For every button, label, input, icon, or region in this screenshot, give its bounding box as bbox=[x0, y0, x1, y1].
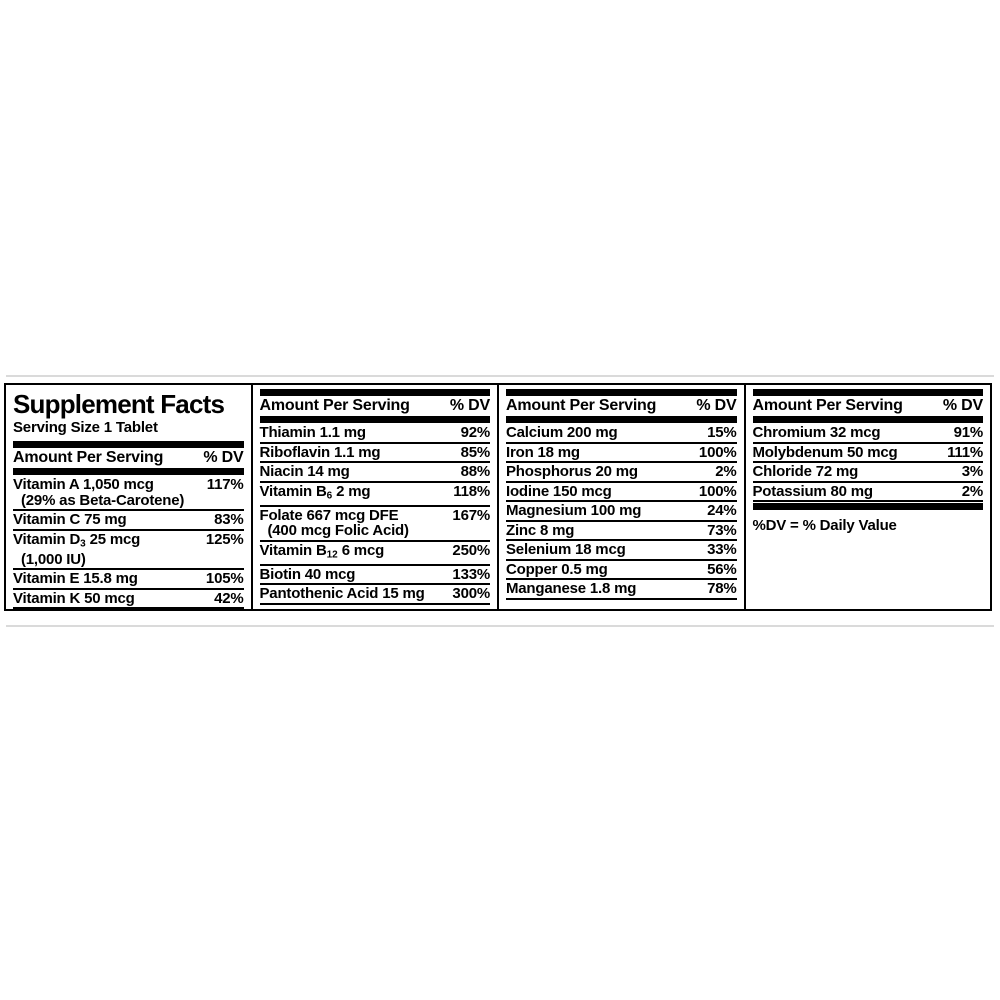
facts-column-1 bbox=[6, 385, 251, 609]
nutrient-dv: 83% bbox=[214, 511, 244, 528]
nutrient-dv: 133% bbox=[452, 565, 490, 583]
separator-bar-thick bbox=[13, 468, 244, 475]
amount-per-serving-label: Amount Per Serving bbox=[752, 397, 903, 414]
facts-column-3 bbox=[499, 385, 744, 609]
facts-column-4 bbox=[746, 385, 991, 609]
nutrient-name: Zinc 8 mg bbox=[506, 521, 575, 539]
nutrient-dv: 2% bbox=[715, 463, 737, 480]
nutrient-name: Pantothenic Acid 15 mg bbox=[259, 585, 425, 602]
nutrient-row bbox=[753, 463, 984, 483]
nutrient-name: Iodine 150 mcg bbox=[506, 482, 612, 500]
nutrient-dv: 92% bbox=[460, 424, 490, 441]
subscript-digit: 3 bbox=[80, 538, 86, 549]
amount-per-serving-label: Amount Per Serving bbox=[13, 449, 164, 466]
nutrient-dv: 118% bbox=[453, 482, 490, 500]
facts-column-2 bbox=[253, 385, 498, 609]
nutrient-row bbox=[260, 566, 491, 586]
nutrient-row bbox=[260, 542, 491, 566]
nutrient-name: Vitamin E 15.8 mg bbox=[13, 570, 138, 587]
nutrient-name: Potassium 80 mg bbox=[752, 482, 873, 500]
nutrient-row bbox=[753, 424, 984, 444]
nutrient-dv: 105% bbox=[205, 570, 244, 587]
column-header bbox=[753, 397, 984, 415]
nutrient-name: Riboflavin 1.1 mg bbox=[259, 443, 381, 461]
nutrient-row bbox=[506, 502, 737, 522]
nutrient-name: Calcium 200 mg bbox=[506, 424, 618, 441]
nutrient-name: Vitamin C 75 mg bbox=[13, 511, 127, 528]
nutrient-row bbox=[260, 424, 491, 444]
nutrient-dv: 85% bbox=[460, 443, 490, 461]
nutrient-rows bbox=[13, 476, 244, 609]
nutrient-name: Phosphorus 20 mg bbox=[506, 463, 638, 480]
nutrient-name: Vitamin K 50 mcg bbox=[13, 589, 135, 607]
nutrient-name: Thiamin 1.1 mg bbox=[259, 424, 366, 441]
nutrient-rows bbox=[506, 424, 737, 600]
separator-bar-thick bbox=[506, 389, 737, 396]
column-header bbox=[506, 397, 737, 415]
nutrient-note: (1,000 IU) bbox=[21, 550, 86, 568]
nutrient-row bbox=[13, 476, 244, 511]
nutrient-row bbox=[506, 463, 737, 483]
label-bottom-edge-line bbox=[6, 625, 994, 627]
nutrient-note: (29% as Beta-Carotene) bbox=[21, 491, 185, 509]
nutrient-row bbox=[260, 507, 491, 542]
nutrient-dv: 24% bbox=[707, 502, 737, 519]
nutrient-dv: 250% bbox=[452, 541, 490, 559]
label-top-edge-line bbox=[6, 375, 994, 377]
nutrient-name: Vitamin $D_3$ 25 mcg (1,000 IU) bbox=[13, 532, 206, 568]
separator-bar-thick bbox=[753, 503, 984, 510]
nutrient-name: Iron 18 mg bbox=[506, 443, 580, 461]
nutrient-row bbox=[260, 463, 491, 483]
nutrient-dv: 73% bbox=[707, 521, 737, 539]
subscript-digit: 6 bbox=[326, 490, 333, 501]
nutrient-dv: 2% bbox=[961, 482, 983, 500]
nutrient-row bbox=[506, 561, 737, 581]
column-header bbox=[260, 397, 491, 415]
nutrient-name: Niacin 14 mg bbox=[259, 463, 350, 480]
nutrient-row bbox=[506, 424, 737, 444]
nutrient-dv: 88% bbox=[460, 463, 490, 480]
nutrient-dv: 100% bbox=[698, 482, 737, 500]
percent-dv-label: % DV bbox=[942, 397, 983, 414]
serving-size: Serving Size 1 Tablet bbox=[13, 419, 158, 436]
subscript-digit: 12 bbox=[326, 549, 338, 560]
nutrient-name: Selenium 18 mcg bbox=[506, 541, 626, 558]
daily-value-footnote: %DV = % Daily Value bbox=[752, 517, 897, 534]
percent-dv-label: % DV bbox=[449, 397, 490, 414]
nutrient-row bbox=[506, 541, 737, 561]
separator-bar-thick bbox=[506, 416, 737, 423]
nutrient-row bbox=[13, 570, 244, 590]
nutrient-name: Manganese 1.8 mg bbox=[506, 580, 637, 597]
nutrient-dv: 111% bbox=[947, 443, 983, 461]
column-header bbox=[13, 449, 244, 467]
percent-dv-label: % DV bbox=[203, 449, 244, 466]
nutrient-row bbox=[506, 444, 737, 464]
nutrient-name: Folate 667 mcg DFE (400 mcg Folic Acid) bbox=[260, 508, 453, 539]
nutrient-name: Copper 0.5 mg bbox=[506, 560, 608, 578]
percent-dv-label: % DV bbox=[696, 397, 737, 414]
nutrient-dv: 15% bbox=[707, 424, 737, 441]
amount-per-serving-label: Amount Per Serving bbox=[506, 397, 657, 414]
nutrient-note: (400 mcg Folic Acid) bbox=[267, 522, 409, 539]
nutrient-dv: 100% bbox=[698, 443, 737, 461]
supplement-facts-panel bbox=[4, 383, 992, 611]
nutrient-dv: 3% bbox=[961, 463, 983, 480]
nutrient-row bbox=[13, 531, 244, 571]
nutrient-dv: 56% bbox=[707, 560, 737, 578]
nutrient-dv: 42% bbox=[214, 589, 244, 607]
nutrient-row bbox=[260, 585, 491, 605]
panel-title: Supplement Facts bbox=[13, 389, 225, 419]
nutrient-rows bbox=[260, 424, 491, 605]
nutrient-rows bbox=[753, 424, 984, 502]
separator-bar-thick bbox=[13, 441, 244, 448]
nutrient-name: Biotin 40 mcg bbox=[259, 565, 356, 583]
nutrient-dv: 91% bbox=[953, 424, 983, 441]
nutrient-name: Chloride 72 mg bbox=[752, 463, 859, 480]
nutrient-name: Molybdenum 50 mcg bbox=[752, 443, 898, 461]
nutrient-name: Vitamin A 1,050 mcg (29% as Beta-Carotene) bbox=[13, 477, 207, 508]
nutrient-dv: 167% bbox=[452, 506, 490, 524]
nutrient-row bbox=[13, 511, 244, 531]
separator-bar-thick bbox=[260, 389, 491, 396]
nutrient-dv: 125% bbox=[205, 530, 244, 548]
nutrient-row bbox=[506, 580, 737, 600]
nutrient-dv: 300% bbox=[452, 585, 490, 602]
nutrient-name: Chromium 32 mcg bbox=[752, 424, 881, 441]
nutrient-dv: 33% bbox=[707, 541, 737, 558]
nutrient-name: Magnesium 100 mg bbox=[506, 502, 642, 519]
nutrient-row bbox=[506, 522, 737, 542]
nutrient-name: Vitamin $B_6$ 2 mg bbox=[259, 482, 371, 501]
amount-per-serving-label: Amount Per Serving bbox=[259, 397, 410, 414]
separator-bar-thick bbox=[753, 416, 984, 423]
nutrient-row bbox=[506, 483, 737, 503]
nutrient-dv: 78% bbox=[707, 580, 737, 597]
nutrient-dv: 117% bbox=[206, 476, 244, 493]
separator-bar-thick bbox=[753, 389, 984, 396]
separator-bar-thick bbox=[260, 416, 491, 423]
nutrient-name: Vitamin $B_{12}$ 6 mcg bbox=[259, 541, 385, 560]
nutrient-row bbox=[13, 590, 244, 610]
nutrient-row bbox=[753, 444, 984, 464]
nutrient-row bbox=[260, 444, 491, 464]
nutrient-row bbox=[753, 483, 984, 503]
nutrient-row bbox=[260, 483, 491, 507]
